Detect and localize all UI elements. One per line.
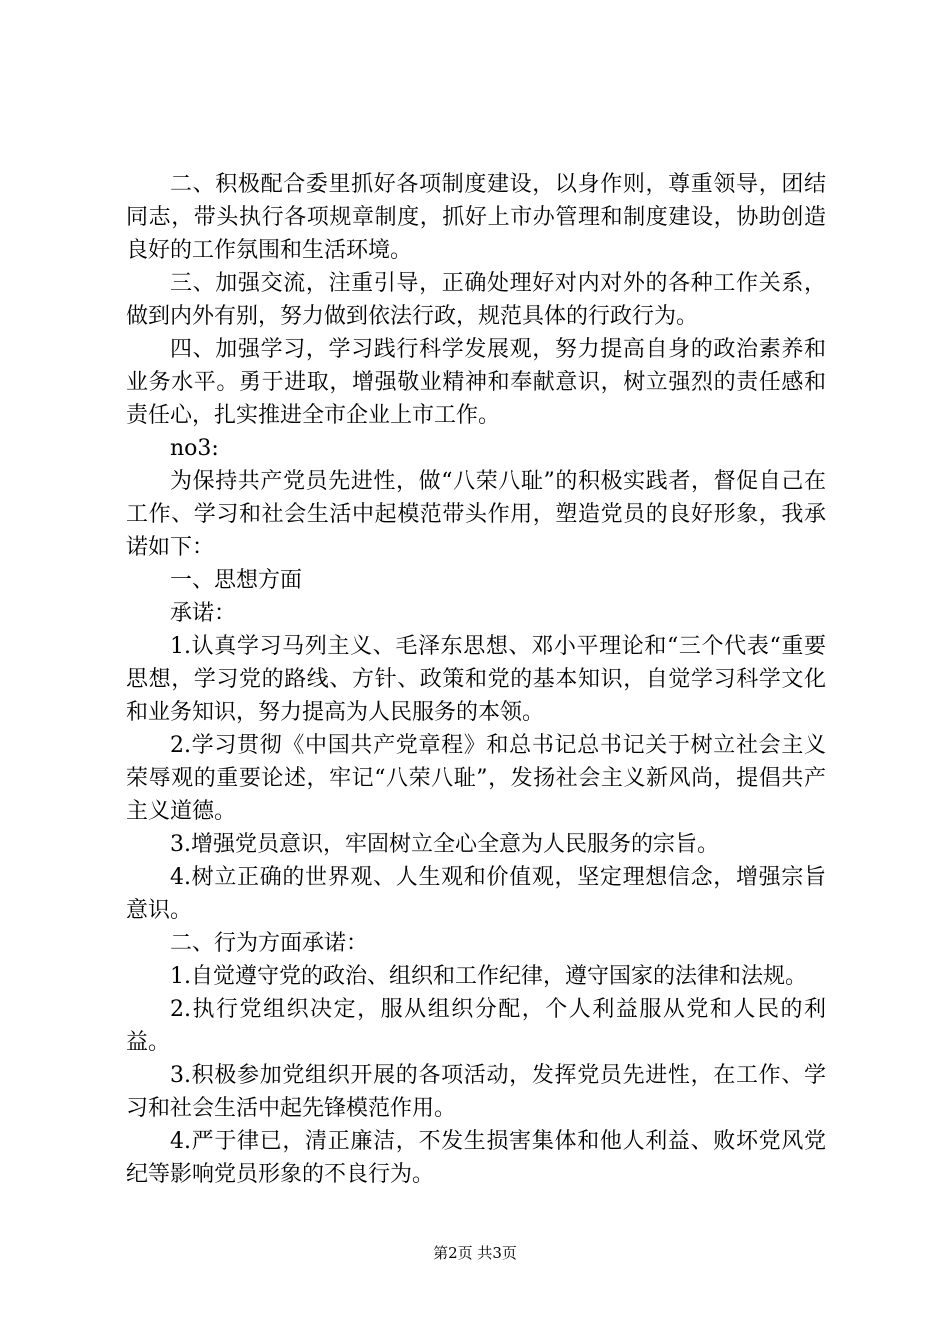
section-heading: 承诺：	[170, 601, 237, 626]
list-item: 3.增强党员意识，牢固树立全心全意为人民服务的宗旨。	[170, 832, 719, 857]
document-body	[126, 168, 826, 1191]
paragraph: 为保持共产党员先进性，做“八荣八耻”的积极实践者，督促自己在工作、学习和社会生活中起模范带头作用，塑造党员的良好形象，我承诺如下：	[126, 469, 826, 560]
list-item: 4.树立正确的世界观、人生观和价值观，坚定理想信念，增强宗旨意识。	[126, 865, 826, 923]
section-heading: 一、思想方面	[170, 568, 303, 593]
list-item: 1.认真学习马列主义、毛泽东思想、邓小平理论和“三个代表“重要思想，学习党的路线、方针、政策和党的基本知识，自觉学习科学文化和业务知识，努力提高为人民服务的本领。	[126, 634, 826, 725]
page-number-footer: 第2页 共3页	[433, 1244, 517, 1262]
list-item: 4.严于律已，清正廉洁，不发生损害集体和他人利益、败坏党风党纪等影响党员形象的不良行为。	[126, 1129, 826, 1187]
paragraph: 三、加强交流，注重引导，正确处理好对内对外的各种工作关系，做到内外有别，努力做到依法行政，规范具体的行政行为。	[126, 271, 826, 329]
section-heading: 二、行为方面承诺：	[170, 931, 369, 956]
paragraph: 四、加强学习，学习践行科学发展观，努力提高自身的政治素养和业务水平。勇于进取，增强敬业精神和奉献意识，树立强烈的责任感和责任心，扎实推进全市企业上市工作。	[126, 337, 826, 428]
list-item: 1.自觉遵守党的政治、组织和工作纪律，遵守国家的法律和法规。	[170, 964, 807, 989]
paragraph: 二、积极配合委里抓好各项制度建设，以身作则，尊重领导，团结同志，带头执行各项规章制度，抓好上市办管理和制度建设，协助创造良好的工作氛围和生活环境。	[126, 172, 826, 263]
list-item: 2.执行党组织决定，服从组织分配，个人利益服从党和人民的利益。	[126, 997, 826, 1055]
list-item: 3.积极参加党组织开展的各项活动，发挥党员先进性，在工作、学习和社会生活中起先锋模范作用。	[126, 1063, 826, 1121]
list-item: 2.学习贯彻《中国共产党章程》和总书记总书记关于树立社会主义荣辱观的重要论述，牢记“八荣八耻”，发扬社会主义新风尚，提倡共产主义道德。	[126, 733, 826, 824]
section-heading: no3:	[170, 436, 219, 461]
